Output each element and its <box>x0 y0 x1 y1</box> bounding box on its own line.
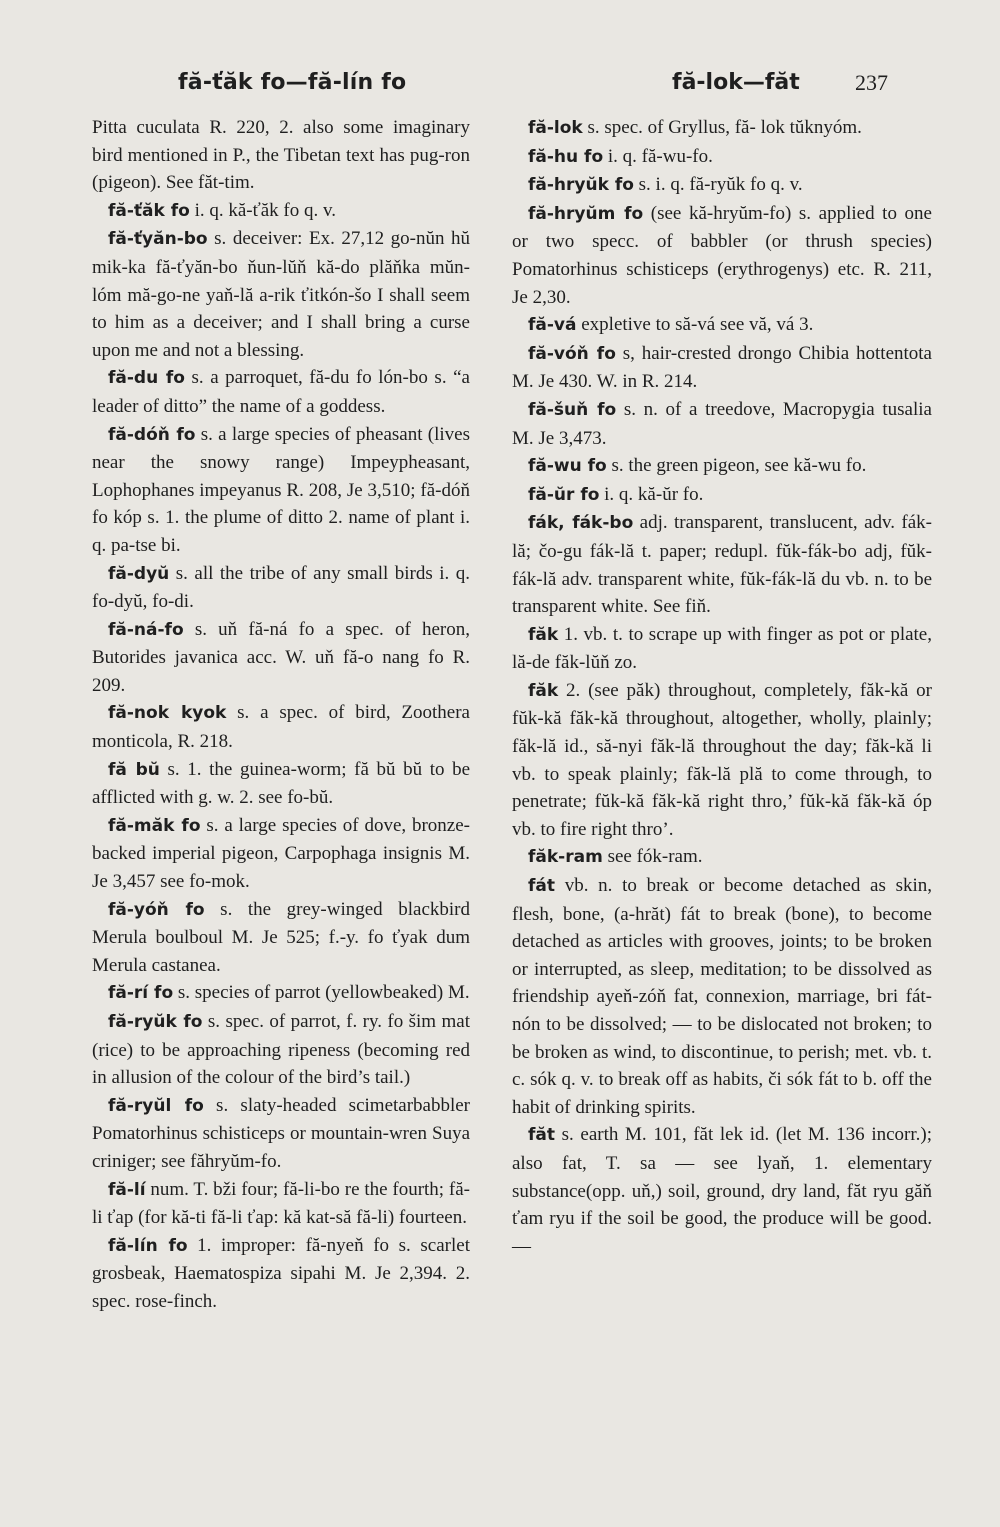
entry-headword: făk <box>528 680 559 701</box>
dictionary-entry <box>512 452 932 481</box>
entry-headword: fă-vóň fo <box>528 343 616 364</box>
entry-definition: s. species of parrot (yellowbeaked) M. <box>173 982 470 1004</box>
dictionary-entry <box>92 896 470 980</box>
dictionary-entry <box>512 481 932 510</box>
entry-headword: fă-ťăk fo <box>108 200 190 221</box>
entry-headword: fă-hu fo <box>528 146 604 167</box>
entry-headword: fă-lok <box>528 118 583 138</box>
entry-headword: fă-rí fo <box>108 983 174 1004</box>
entry-definition: s. n. of a treedove, Macropygia tusalia M. Je 3,473. <box>512 398 932 449</box>
entry-headword: fă-ryŭk fo <box>108 1012 203 1032</box>
entry-definition: Pitta cuculata R. 220, 2. also some imaginary bird mentioned in P., the Tibetan text has pug-ron (pigeon). See făt-tim. <box>92 117 470 194</box>
entry-headword: fă-lín fo <box>108 1235 188 1256</box>
entry-headword: fă-măk fo <box>108 815 201 836</box>
header-right-guide: fă-lok—făt <box>672 70 800 95</box>
entry-headword: făk <box>528 624 559 645</box>
entry-headword: fă-šuň fo <box>528 399 617 420</box>
page-number: 237 <box>855 70 888 95</box>
dictionary-entry <box>92 197 470 226</box>
entry-headword: fă-ťyăn-bo <box>108 229 208 250</box>
entry-definition: see fók-ram. <box>602 846 703 868</box>
entry-definition: s. slaty-headed scimetarbabbler Pomatorhinus schisticeps or mountain-wren Suya criniger; see făhryŭm-fo. <box>92 1094 471 1172</box>
dictionary-entry <box>92 1232 470 1316</box>
dictionary-entry <box>92 616 470 700</box>
entry-headword: fă-ŭr fo <box>528 484 600 505</box>
dictionary-entry <box>92 812 470 896</box>
entry-headword: fă-vá <box>528 315 577 336</box>
dictionary-entry <box>512 200 932 311</box>
dictionary-entry <box>92 1008 470 1092</box>
entry-headword: fă-du fo <box>108 368 185 389</box>
dictionary-entry <box>92 225 470 364</box>
entry-definition: i. q. fă-wu-fo. <box>603 145 713 167</box>
entry-headword: fă-wu fo <box>528 456 607 477</box>
dictionary-entry <box>92 756 470 812</box>
entry-definition: s. uň fă-ná fo a spec. of heron, Butorides javanica acc. W. uň fă-o nang fo R. 209. <box>92 618 470 696</box>
dictionary-entry <box>512 311 932 340</box>
entry-definition: 2. (see păk) throughout, completely, făk-kă or fŭk-kă făk-kă throughout, altogether, wholly, plainly; făk-lă id., să-nyi făk-lă throughout the day; făk-kă li vb. to speak plainly; făk-lă plă to come through, to penetrate; fŭk-kă făk-kă right thro,’ fŭk-kă făk-kă óp vb. to fire right thro’. <box>512 679 932 840</box>
running-head <box>0 70 1000 104</box>
dictionary-entry <box>512 114 932 143</box>
entry-definition: i. q. kă-ŭr fo. <box>599 483 704 505</box>
dictionary-entry <box>512 340 932 396</box>
dictionary-entry <box>512 1121 932 1260</box>
entry-headword: fă-hryŭm fo <box>528 203 644 224</box>
left-column <box>92 114 470 1316</box>
right-column <box>512 114 932 1260</box>
entry-definition: s. earth M. 101, făt lek id. (let M. 136 incorr.); also fat, T. sa — see lyaň, 1. elementary substance(opp. uň,) soil, ground, dry land, făt ryu găň ťam ryu if the soil be good, the produce will be good. — <box>512 1124 932 1257</box>
entry-definition: s. i. q. fă-ryŭk fo q. v. <box>633 174 803 196</box>
entry-definition: 1. improper: fă-nyeň fo s. scarlet grosbeak, Haematospiza sipahi M. Je 2,394. 2. spec. rose-finch. <box>92 1234 470 1312</box>
entry-definition: 1. vb. t. to scrape up with finger as pot or plate, lă-de făk-lŭň zo. <box>512 623 932 674</box>
entry-definition: s. spec. of Gryllus, fă- lok tŭknyóm. <box>582 117 862 138</box>
entry-definition: s. deceiver: Ex. 27,12 go-nŭn hŭ mik-ka fă-ťyăn-bo ňun-lŭň kă-do plăňka mŭn-lóm mă-go-ne yaň-lă a-rik ťitkón-šo I shall seem to him as a deceiver; and I shall bring a curse upon me and not a blessing. <box>92 228 470 361</box>
entry-definition: s. a parroquet, fă-du fo lón-bo s. “a leader of ditto” the name of a goddess. <box>92 367 470 417</box>
dictionary-entry <box>512 677 932 844</box>
dictionary-entry <box>512 143 932 172</box>
entry-headword: fă-dóň fo <box>108 424 196 445</box>
entry-definition: s. a large species of pheasant (lives near the snowy range) Impeypheasant, Lophophanes impeyanus R. 208, Je 3,510; fă-dóň fo kóp s. 1. the plume of ditto 2. name of plant i. q. pa-tse bi. <box>92 423 470 556</box>
entry-headword: fă-nok kyok <box>108 703 227 724</box>
entry-headword: făt <box>528 1125 555 1146</box>
dictionary-entry <box>92 979 470 1008</box>
entry-headword: fă-hryŭk fo <box>528 175 634 196</box>
entry-headword: fák, fák-bo <box>528 513 634 534</box>
entry-definition: s. a large species of dove, bronze-backed imperial pigeon, Carpophaga insignis M. Je 3,457 see fo-mok. <box>92 814 470 893</box>
entry-definition: s, hair-crested drongo Chibia hottentota M. Je 430. W. in R. 214. <box>512 342 932 393</box>
dictionary-entry <box>92 421 470 560</box>
entry-definition: expletive to să-vá see vă, vá 3. <box>576 314 814 336</box>
entry-definition: s. the green pigeon, see kă-wu fo. <box>606 455 867 477</box>
entry-headword: fă-ryŭl fo <box>108 1095 204 1116</box>
entry-definition: num. T. bži four; fă-li-bo re the fourth; fă-li ťap (for kă-ti fă-li ťap: kă kat-să fă-li) fourteen. <box>92 1178 470 1229</box>
entry-definition: s. all the tribe of any small birds i. q. fo-dyŭ, fo-di. <box>92 562 470 613</box>
dictionary-entry <box>512 396 932 452</box>
dictionary-entry <box>512 872 932 1121</box>
entry-definition: s. a spec. of bird, Zoothera monticola, R. 218. <box>92 702 470 753</box>
dictionary-entry <box>512 843 932 872</box>
dictionary-entry <box>92 699 470 755</box>
entry-definition: vb. n. to break or become detached as skin, flesh, bone, (a-hrăt) fát to break (bone), to become detached as articles with grooves, joints; to be broken or interrupted, as sleep, meditation; to be dissolved as friendship ayeň-zóň fat, connexion, marriage, bri fát-nón to be dissolved; — to be dislocated not broken; to be broken as wind, to discontinue, to perish; met. vb. t. c. sók q. v. to break off as habits, či sók fát to b. off the habit of drinking spirits. <box>512 875 932 1118</box>
dictionary-entry <box>92 364 470 420</box>
dictionary-entry <box>512 171 932 200</box>
dictionary-entry <box>92 114 470 197</box>
entry-headword: fă-dyŭ <box>108 563 170 584</box>
entry-definition: i. q. kă-ťăk fo q. v. <box>189 199 337 221</box>
entry-headword: fă bŭ <box>108 759 160 780</box>
dictionary-entry <box>512 509 932 620</box>
dictionary-entry <box>92 560 470 616</box>
entry-headword: fă-yóň fo <box>108 899 205 920</box>
entry-definition: s. spec. of parrot, f. ry. fo šim mat (rice) to be approaching ripeness (becoming red in allusion of the colour of the bird’s tail.) <box>92 1011 470 1089</box>
entry-headword: făk-ram <box>528 847 603 868</box>
entry-definition: s. the grey-winged blackbird Merula boulboul M. Je 525; f.-y. fo ťyak dum Merula castanea. <box>92 898 470 976</box>
dictionary-entry <box>92 1092 470 1176</box>
dictionary-entry <box>92 1176 470 1232</box>
entry-definition: s. 1. the guinea-worm; fă bŭ bŭ to be afflicted with g. w. 2. see fo-bŭ. <box>92 758 471 809</box>
entry-headword: fă-lí <box>108 1179 146 1200</box>
entry-definition: adj. transparent, translucent, adv. fák-lă; čo-gu fák-lă t. paper; redupl. fŭk-fák-bo adj, fŭk-fák-lă adv. transparent white, fŭk-fák-lă du vb. n. to be transparent white. See fiň. <box>512 512 932 618</box>
dictionary-entry <box>512 621 932 677</box>
entry-headword: fă-ná-fo <box>108 619 184 640</box>
entry-definition: (see kă-hryŭm-fo) s. applied to one or two specc. of babbler (or thrush species) Pomatorhinus schisticeps (erythrogenys) etc. R. 211, Je 2,30. <box>512 202 932 308</box>
header-left-guide: fă-ťăk fo—fă-lín fo <box>178 70 407 95</box>
entry-headword: fát <box>528 876 555 897</box>
